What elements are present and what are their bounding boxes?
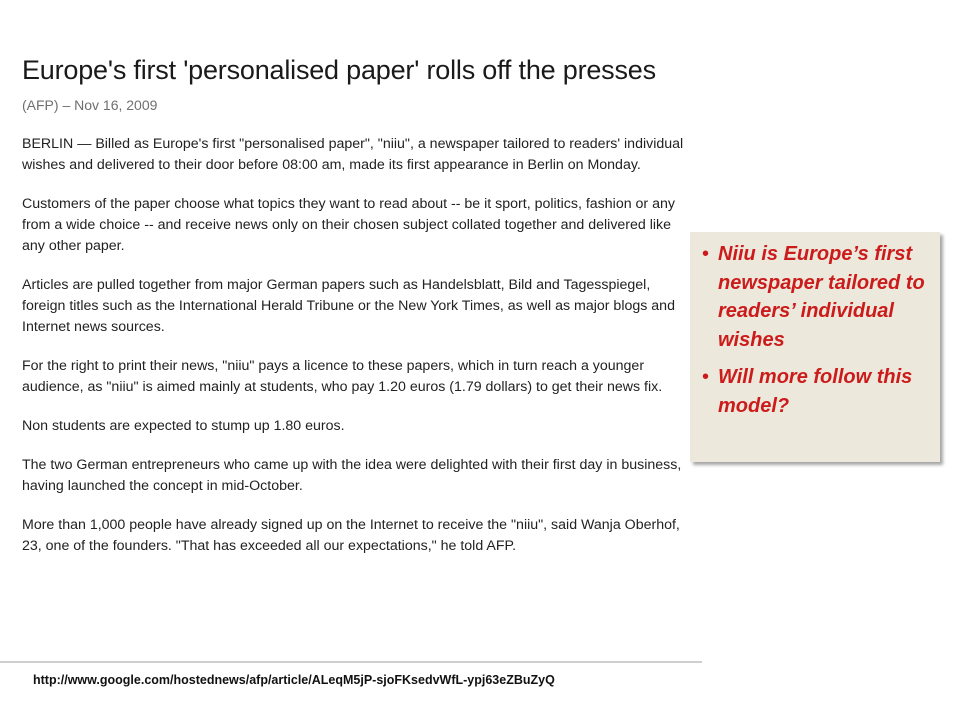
article-paragraph: Articles are pulled together from major German papers such as Handelsblatt, Bild and Tagesspiegel, foreign titles such as the International Herald Tribune or the New York Times, as well as major blogs and Internet news sources.: [22, 277, 675, 335]
article-paragraph: More than 1,000 people have already signed up on the Internet to receive the "niiu", said Wanja Oberhof, 23, one of the founders. "That has exceeded all our expectations," he told AFP.: [22, 517, 680, 554]
callout-box: [690, 232, 940, 462]
article-paragraph: BERLIN — Billed as Europe's first "personalised paper", "niiu", a newspaper tailored to readers' individual wishes and delivered to their door before 08:00 am, made its first appearance in Berlin on Monday.: [22, 136, 684, 173]
bullet-icon: •: [702, 366, 710, 388]
callout-item: [702, 240, 930, 354]
callout-item: [702, 363, 930, 420]
article-headline: Europe's first 'personalised paper' rolls off the presses: [22, 55, 656, 85]
callout-item-text: Will more follow this model?: [718, 366, 913, 417]
callout-list: [702, 240, 930, 420]
article-paragraph: The two German entrepreneurs who came up with the idea were delighted with their first day in business, having launched the concept in mid-October.: [22, 457, 682, 494]
article: [22, 56, 692, 557]
source-url: http://www.google.com/hostednews/afp/article/ALeqM5jP-sjoFKsedvWfL-ypj63eZBuZyQ: [33, 673, 555, 687]
article-paragraph: Customers of the paper choose what topics they want to read about -- be it sport, politics, fashion or any from a wide choice -- and receive news only on their chosen subject collated together and delivered like any other paper.: [22, 196, 675, 254]
article-byline: (AFP) – Nov 16, 2009: [22, 97, 158, 113]
article-paragraph: For the right to print their news, "niiu" pays a licence to these papers, which in turn reach a younger audience, as "niiu" is aimed mainly at students, who pay 1.20 euros (1.79 dollars) to get their news fix.: [22, 358, 663, 395]
article-paragraph: Non students are expected to stump up 1.80 euros.: [22, 418, 345, 434]
callout-item-text: Niiu is Europe’s first newspaper tailored to readers’ individual wishes: [718, 243, 925, 351]
bullet-icon: •: [702, 243, 710, 265]
divider: [0, 661, 702, 663]
